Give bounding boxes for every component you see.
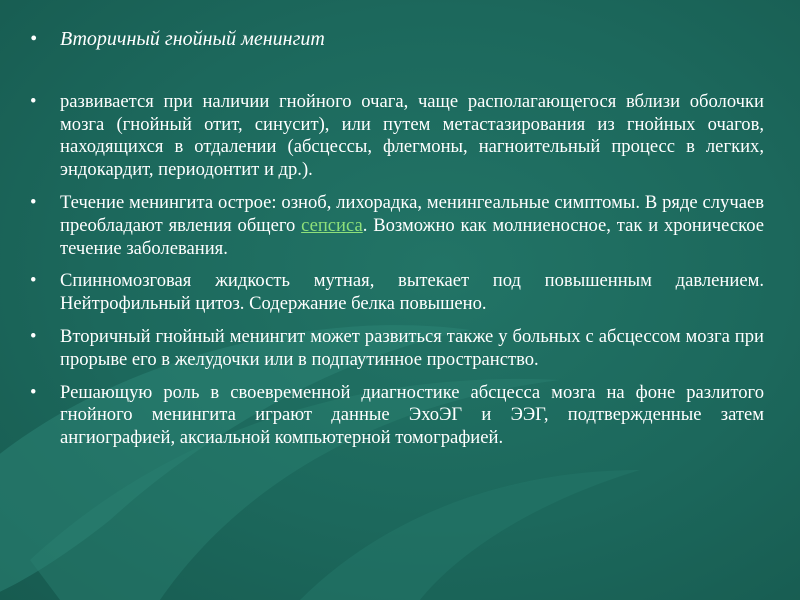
paragraph-1-text: развивается при наличии гнойного очага, чаще располагающегося вблизи оболочки мозга (гнойный отит, синусит), или путем метастазирования из гнойных очагов, находящихся в отдалении (абсцессы, флегмоны, нагноительный процесс в легких, эндокардит, периодонтит и др.). xyxy=(60,90,764,181)
sepsis-link[interactable]: сепсиса xyxy=(301,214,363,236)
slide-content xyxy=(30,28,764,450)
paragraph-2-text-end: . Возможно как молниеносное, так и хроническое течение заболевания. xyxy=(60,214,764,259)
bullet-icon: • xyxy=(30,191,37,213)
bullet-icon: • xyxy=(30,90,37,112)
paragraph-5-text: Решающую роль в своевременной диагностике абсцесса мозга на фоне разлитого гнойного менингита играют данные ЭхоЭГ и ЭЭГ, подтвержденные затем ангиографией, аксиальной компьютерной томографией. xyxy=(60,381,764,449)
bullet-icon: • xyxy=(30,28,38,50)
bullet-icon: • xyxy=(30,325,37,347)
bullet-icon: • xyxy=(30,381,37,403)
title-text: Вторичный гнойный менингит xyxy=(60,28,325,50)
paragraph-3-text: Спинномозговая жидкость мутная, вытекает под повышенным давлением. Нейтрофильный цитоз. Содержание белка повышено. xyxy=(60,270,764,315)
paragraph-2 xyxy=(30,192,764,260)
paragraph-5 xyxy=(30,382,764,450)
paragraph-4-text: Вторичный гнойный менингит может развиться также у больных с абсцессом мозга при прорыве его в желудочки или в подпаутинное пространство. xyxy=(60,325,764,370)
paragraph-1 xyxy=(30,91,764,182)
paragraph-3 xyxy=(30,270,764,316)
paragraph-4 xyxy=(30,326,764,372)
bullet-icon: • xyxy=(30,270,37,292)
paragraph-2-text-start: Течение менингита острое: озноб, лихорадка, менингеальные симптомы. В ряде случаев преобладают явления общего xyxy=(60,191,764,236)
slide-title xyxy=(30,28,764,51)
